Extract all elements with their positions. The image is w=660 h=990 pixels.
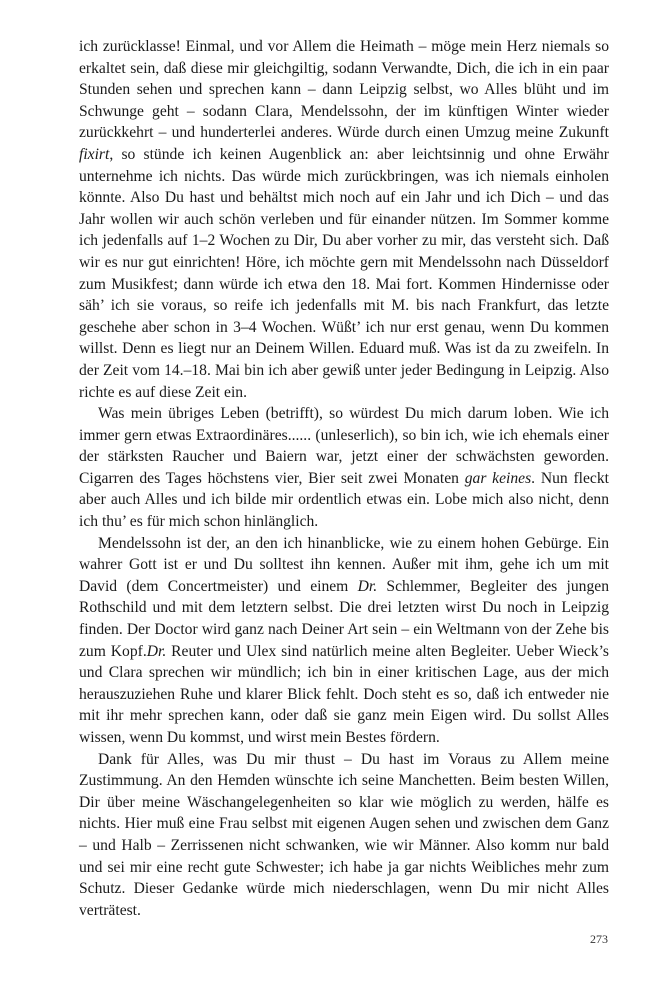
paragraph-1-text-2: , so stünde ich keinen Augenblick an: aber leichtsinnig und ohne Erwähr unternehme ich nichts. Das würde mich zurückbringen, was ich niemals einholen könnte. Also Du hast und behältst mich noch auf ein Jahr und ich Dich – und das Jahr wollen wir auch schön verleben und für einander nützen. Im Sommer komme ich jedenfalls auf 1–2 Wochen zu Dir, Du aber vorher zu mir, das versteht sich. Daß wir es nur gut einrichten! Höre, ich möchte gern mit Mendelssohn nach Düsseldorf zum Musikfest; dann würde ich etwa den 18. Mai fort. Kommen Hindernisse oder säh’ ich sie voraus, so reife ich jedenfalls mit M. bis nach Frankfurt, das letzte geschehe aber schon in 3–4 Wochen. Wüßt’ ich nur erst genau, wenn Du kommen willst. Denn es liegt nur an Deinem Willen. Eduard muß. Was ist da zu zweifeln. In der Zeit vom 14.–18. Mai bin ich aber gewiß unter jeder Bedingung in Leipzig. Also richte es auf diese Zeit ein. bbox=[79, 145, 609, 401]
paragraph-2-italic-gar-keines: gar keines bbox=[464, 469, 532, 487]
paragraph-2-text-1: Was mein übriges Leben (betrifft), so würdest Du mich darum loben. Wie ich immer gern etwas Extraordinäres...... (unleserlich), so bin ich, wie ich ehemals einer der stärksten Raucher und Baiern war, jetzt einer der schwächsten geworden. Cigarren des Tages höchstens vier, Bier seit zwei Monaten bbox=[79, 405, 609, 487]
document-page bbox=[79, 36, 609, 921]
paragraph-3-italic-dr-1: Dr. bbox=[357, 577, 378, 595]
paragraph-3-text-3: Reuter und Ulex sind natürlich meine alten Begleiter. Ueber Wieck’s und Clara sprechen wir mündlich; ich bin in einer kritischen Lage, aus der mich herauszuziehen Ruhe und klarer Blick fehlt. Doch steht es so, daß ich entweder nie mit ihr mehr sprechen kann, oder daß sie ganz mein Eigen wird. Du sollst Alles wissen, wenn Du kommst, und wirst mein Bestes fördern. bbox=[79, 642, 609, 746]
paragraph-1 bbox=[79, 36, 609, 403]
paragraph-3-text-2: Schlemmer, Begleiter des jungen Rothschild und mit dem letztern selbst. Die drei letzten wirst Du noch in Leipzig finden. Der Doctor wird ganz nach Deiner Art sein – ein Weltmann von der Zehe bis zum Kopf. bbox=[79, 577, 609, 660]
page-number: 273 bbox=[590, 932, 608, 946]
paragraph-3 bbox=[79, 533, 609, 749]
paragraph-3-text-1: Mendelssohn ist der, an den ich hinanblicke, wie zu einem hohen Gebürge. Ein wahrer Gott ist er und Du solltest ihn kennen. Außer mit ihm, gehe ich um mit David (dem Concertmeister) und einem bbox=[79, 534, 609, 595]
paragraph-2 bbox=[79, 403, 609, 533]
paragraph-1-italic-fixirt: fixirt bbox=[79, 145, 110, 163]
paragraph-2-text-2: . Nun fleckt aber auch Alles und ich bilde mir ordentlich etwas ein. Lobe mich also nicht, denn ich thu’ es für mich schon hinlänglich. bbox=[79, 469, 609, 531]
paragraph-1-text-1: ich zurücklasse! Einmal, und vor Allem die Heimath – möge mein Herz niemals so erkaltet sein, daß diese mir gleichgiltig, sodann Verwandte, Dich, die ich in ein paar Stunden sehen und sprechen kann – dann Leipzig selbst, wo Alles blüht und im Schwunge geht – sodann Clara, Mendelssohn, der im künftigen Winter wieder zurückkehrt – und hunderterlei anderes. Würde durch einen Umzug meine Zukunft bbox=[79, 38, 609, 142]
paragraph-4-text-1: Dank für Alles, was Du mir thust – Du hast im Voraus zu Allem meine Zustimmung. An den Hemden wünschte ich seine Manchetten. Beim besten Willen, Dir über meine Wäschangelegenheiten so klar wie möglich zu werden, hälfe es nichts. Hier muß eine Frau selbst mit eigenen Augen sehen und zwischen dem Ganz – und Halb – Zerrissenen nicht schwanken, wie wir Männer. Also komm nur bald und sei mir eine recht gute Schwester; ich habe ja gar nichts Weibliches mehr zum Schutz. Dieser Gedanke würde mich niederschlagen, wenn Du mir nicht Alles verträtest. bbox=[79, 750, 609, 919]
paragraph-4 bbox=[79, 749, 609, 922]
paragraph-3-italic-dr-2: Dr. bbox=[146, 642, 167, 660]
